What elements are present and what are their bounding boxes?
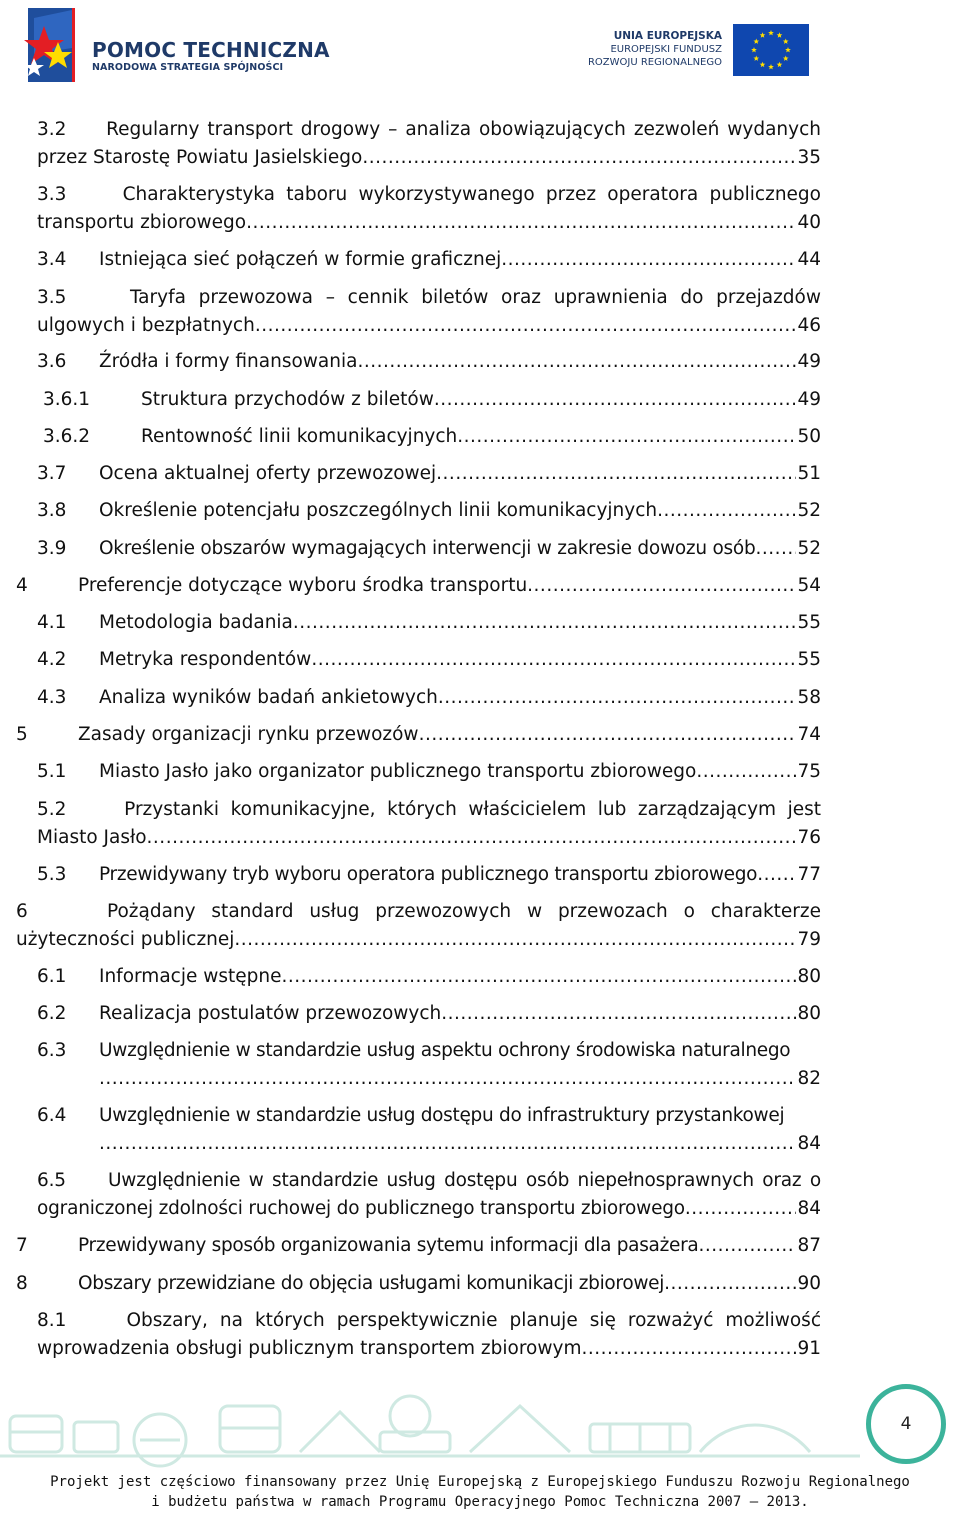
toc-entry-title: Ocena aktualnej oferty przewozowej xyxy=(99,463,437,484)
leader-dots xyxy=(357,348,796,376)
page-number-badge xyxy=(866,1384,946,1464)
toc-entry-title: Określenie obszarów wymagających interwencji w zakresie dowozu osób xyxy=(99,538,756,559)
transport-illustration-icon xyxy=(0,1376,870,1476)
toc-page-number: 87 xyxy=(797,1235,821,1256)
toc-entry-number: 7 xyxy=(16,1235,28,1256)
page-number: 4 xyxy=(900,1414,912,1434)
leader-dots xyxy=(419,721,797,749)
toc-entry-number: 4 xyxy=(16,575,28,596)
toc-entry-title: Uwzględnienie w standardzie usług aspektu ochrony środowiska naturalnego xyxy=(99,1040,791,1061)
eu-flag-icon xyxy=(733,24,809,76)
toc-entry-line xyxy=(37,209,821,237)
pomoc-techniczna-logo xyxy=(24,8,330,88)
toc-entry[interactable] xyxy=(37,1307,821,1363)
logo-subtitle: NARODOWA STRATEGIA SPÓJNOŚCI xyxy=(92,62,284,73)
toc-entry-number: 6.3 xyxy=(37,1040,67,1061)
leader-dots xyxy=(293,609,797,637)
leader-dots xyxy=(255,312,797,340)
leader-dots xyxy=(311,646,796,674)
toc-page-number: 80 xyxy=(797,1003,821,1024)
toc-entry-line xyxy=(37,824,821,852)
leader-dots xyxy=(436,460,796,488)
eu-logo xyxy=(587,22,812,82)
toc-entry-title: Metodologia badania xyxy=(99,612,293,633)
toc-page-number: 40 xyxy=(797,212,821,233)
toc-entry-number: 3.5 xyxy=(37,287,67,308)
toc-entry-number: 6.4 xyxy=(37,1105,67,1126)
toc-entry-line xyxy=(16,926,821,954)
toc-entry-number: 3.2 xyxy=(37,119,67,140)
toc-entry-line xyxy=(37,1065,821,1093)
toc-page-number: 74 xyxy=(797,724,821,745)
toc-entry-number: 6.5 xyxy=(37,1170,66,1191)
logo-title: POMOC TECHNICZNA xyxy=(92,38,330,62)
leader-dots xyxy=(657,497,796,525)
toc-entry[interactable] xyxy=(37,1000,821,1028)
leader-dots xyxy=(664,1270,796,1298)
toc-entry[interactable] xyxy=(43,423,821,451)
toc-entry-title-cont: przez Starostę Powiatu Jasielskiego xyxy=(37,147,363,168)
toc-entry[interactable] xyxy=(37,861,821,889)
toc-entry[interactable] xyxy=(37,796,821,852)
toc-entry[interactable] xyxy=(37,1037,821,1093)
leader-dots xyxy=(362,144,796,172)
toc-page-number: 52 xyxy=(797,500,821,521)
toc-entry[interactable] xyxy=(16,721,821,749)
toc-entry-title: Pożądany standard usług przewozowych w przewozach o charakterze xyxy=(106,901,821,922)
toc-entry-line xyxy=(37,1102,821,1130)
toc-page-number: 49 xyxy=(797,351,821,372)
toc-entry-number: 5.3 xyxy=(37,864,67,885)
toc-entry[interactable] xyxy=(37,246,821,274)
toc-page-number: 44 xyxy=(797,249,821,270)
toc-entry[interactable] xyxy=(16,1270,821,1298)
leader-dots xyxy=(246,209,796,237)
toc-entry[interactable] xyxy=(37,535,821,563)
toc-entry-number: 6.1 xyxy=(37,966,67,987)
toc-entry-title: Struktura przychodów z biletów xyxy=(141,389,434,410)
toc-entry-number: 6.2 xyxy=(37,1003,67,1024)
toc-entry-number: 3.9 xyxy=(37,538,67,559)
toc-page-number: 55 xyxy=(797,649,821,670)
nss-star-logo-icon xyxy=(24,8,86,86)
toc-entry[interactable] xyxy=(37,1167,821,1223)
eu-line-2: EUROPEJSKI FUNDUSZ xyxy=(610,44,722,55)
toc-entry-line xyxy=(37,284,821,312)
toc-entry[interactable] xyxy=(37,1102,821,1158)
toc-entry-number: 8.1 xyxy=(37,1310,67,1331)
toc-entry-line xyxy=(37,1335,821,1363)
toc-entry-line xyxy=(37,144,821,172)
toc-entry-title: Przewidywany tryb wyboru operatora publicznego transportu zbiorowego xyxy=(99,864,758,885)
toc-entry[interactable] xyxy=(37,684,821,712)
leader-dots xyxy=(696,758,796,786)
eu-logo-text xyxy=(588,30,722,69)
toc-entry-title: Źródła i formy finansowania xyxy=(99,351,358,372)
leader-dots xyxy=(234,926,796,954)
toc-entry-title: Miasto Jasło jako organizator publicznego transportu zbiorowego xyxy=(99,761,697,782)
leader-dots xyxy=(99,1065,796,1093)
toc-entry-title-cont: Miasto Jasło xyxy=(37,827,147,848)
toc-page-number: 58 xyxy=(797,687,821,708)
toc-page-number: 80 xyxy=(797,966,821,987)
toc-entry-line xyxy=(37,1130,821,1158)
toc-entry-title: Taryfa przewozowa – cennik biletów oraz uprawnienia do przejazdów xyxy=(129,287,821,308)
toc-entry-title: Rentowność linii komunikacyjnych xyxy=(141,426,458,447)
toc-entry[interactable] xyxy=(16,1232,821,1260)
toc-page-number: 76 xyxy=(797,827,821,848)
toc-page-number: 90 xyxy=(797,1273,821,1294)
leader-dots xyxy=(757,861,796,889)
eu-line-3: ROZWOJU REGIONALNEGO xyxy=(587,57,722,68)
toc-page-number: 79 xyxy=(797,929,821,950)
leader-dots xyxy=(438,684,797,712)
toc-page-number: 52 xyxy=(797,538,821,559)
toc-page-number: 82 xyxy=(797,1068,821,1089)
leader-dots xyxy=(501,246,796,274)
toc-entry[interactable] xyxy=(37,609,821,637)
toc-entry-line xyxy=(37,1037,821,1065)
toc-entry-number: 3.6.2 xyxy=(43,426,91,447)
toc-entry-number: 3.8 xyxy=(37,500,67,521)
toc-entry-line xyxy=(37,796,821,824)
leader-dots xyxy=(698,1232,796,1260)
toc-entry-number: 3.3 xyxy=(37,184,67,205)
toc-entry-title-cont: transportu zbiorowego xyxy=(37,212,247,233)
leader-dots xyxy=(457,423,796,451)
toc-entry[interactable] xyxy=(16,898,821,954)
toc-entry-title: Istniejąca sieć połączeń w formie graficznej xyxy=(99,249,502,270)
toc-entry-line xyxy=(16,898,821,926)
toc-page-number: 46 xyxy=(797,315,821,336)
toc-entry-title: Informacje wstępne xyxy=(99,966,282,987)
toc-entry-number: 4.3 xyxy=(37,687,67,708)
toc-page-number: 50 xyxy=(797,426,821,447)
toc-entry-title-cont: użyteczności publicznej xyxy=(16,929,235,950)
toc-entry[interactable] xyxy=(37,497,821,525)
toc-entry-title: Preferencje dotyczące wyboru środka transportu xyxy=(78,575,528,596)
toc-page-number: 91 xyxy=(797,1338,821,1359)
toc-entry-title: Analiza wyników badań ankietowych xyxy=(99,687,438,708)
leader-dots xyxy=(441,1000,796,1028)
toc-entry-number: 5.1 xyxy=(37,761,67,782)
toc-entry-line xyxy=(37,1167,821,1195)
toc-entry-number: 3.6.1 xyxy=(43,389,91,410)
toc-entry[interactable] xyxy=(37,963,821,991)
toc-entry[interactable] xyxy=(16,572,821,600)
toc-entry-title: Przystanki komunikacyjne, których właścicielem lub zarządzającym jest xyxy=(124,799,821,820)
toc-entry-line xyxy=(37,312,821,340)
toc-entry[interactable] xyxy=(37,116,821,172)
toc-entry-title: Obszary przewidziane do objęcia usługami komunikacji zbiorowej xyxy=(78,1273,665,1294)
toc-entry-number: 5 xyxy=(16,724,28,745)
toc-entry-number: 6 xyxy=(16,901,28,922)
toc-page-number: 35 xyxy=(797,147,821,168)
toc-entry-title: Określenie potencjału poszczególnych linii komunikacyjnych xyxy=(99,500,658,521)
toc-entry-title-cont: ograniczonej zdolności ruchowej do publicznego transportu zbiorowego xyxy=(37,1198,685,1219)
toc-page-number: 84 xyxy=(797,1133,821,1154)
toc-entry-number: 8 xyxy=(16,1273,28,1294)
toc-entry[interactable] xyxy=(37,181,821,237)
toc-entry-line xyxy=(37,116,821,144)
toc-page-number: 84 xyxy=(797,1198,821,1219)
leader-dots xyxy=(685,1195,797,1223)
toc-page-number: 75 xyxy=(797,761,821,782)
leader-dots xyxy=(281,963,796,991)
toc-entry-title: Regularny transport drogowy – analiza obowiązujących zezwoleń wydanych xyxy=(106,119,821,140)
leader-dots xyxy=(581,1335,796,1363)
toc-page-number: 49 xyxy=(797,389,821,410)
leader-dots xyxy=(147,824,797,852)
toc-entry-line xyxy=(37,1307,821,1335)
toc-entry[interactable] xyxy=(37,646,821,674)
toc-entry-number: 5.2 xyxy=(37,799,67,820)
toc-entry-number: 3.4 xyxy=(37,249,67,270)
toc-entry-title: Metryka respondentów xyxy=(99,649,312,670)
toc-entry-line xyxy=(37,1195,821,1223)
eu-line-1: UNIA EUROPEJSKA xyxy=(613,30,722,42)
toc-entry-title: Obszary, na których perspektywicznie planuje się rozważyć możliwość xyxy=(126,1310,821,1331)
toc-entry[interactable] xyxy=(37,348,821,376)
toc-entry-title: Uwzględnienie w standardzie usług dostępu do infrastruktury przystankowej xyxy=(99,1105,785,1126)
toc-entry-number: 3.6 xyxy=(37,351,67,372)
toc-entry-title: Charakterystyka taboru wykorzystywanego przez operatora publicznego xyxy=(122,184,821,205)
toc-entry[interactable] xyxy=(37,758,821,786)
toc-entry-title: Uwzględnienie w standardzie usług dostępu osób niepełnosprawnych oraz o xyxy=(107,1170,821,1191)
toc-entry-number: 4.1 xyxy=(37,612,67,633)
leader-dots xyxy=(527,572,796,600)
toc-entry[interactable] xyxy=(37,284,821,340)
toc-entry-title: Przewidywany sposób organizowania sytemu informacji dla pasażera xyxy=(78,1235,699,1256)
toc-entry-title-cont: ulgowych i bezpłatnych xyxy=(37,315,255,336)
toc-entry-line xyxy=(37,181,821,209)
toc-entry-title-cont: wprowadzenia obsługi publicznym transportem zbiorowym xyxy=(37,1338,582,1359)
leader-dots xyxy=(434,386,797,414)
leader-dots xyxy=(755,535,796,563)
funding-note-line-2: i budżetu państwa w ramach Programu Operacyjnego Pomoc Techniczna 2007 – 2013. xyxy=(151,1494,809,1510)
leader-dots xyxy=(99,1130,796,1158)
toc-page-number: 77 xyxy=(797,864,821,885)
toc-entry-number: 3.7 xyxy=(37,463,67,484)
toc-entry-title: Realizacja postulatów przewozowych xyxy=(99,1003,442,1024)
toc-entry[interactable] xyxy=(43,386,821,414)
page-header xyxy=(0,0,960,100)
toc-page-number: 54 xyxy=(797,575,821,596)
toc-entry[interactable] xyxy=(37,460,821,488)
toc-page-number: 51 xyxy=(797,463,821,484)
toc-entry-number: 4.2 xyxy=(37,649,67,670)
toc-page-number: 55 xyxy=(797,612,821,633)
toc-entry-title: Zasady organizacji rynku przewozów xyxy=(78,724,419,745)
funding-note-line-1: Projekt jest częściowo finansowany przez Unię Europejską z Europejskiego Funduszu Rozwoju Regionalnego xyxy=(50,1474,910,1490)
